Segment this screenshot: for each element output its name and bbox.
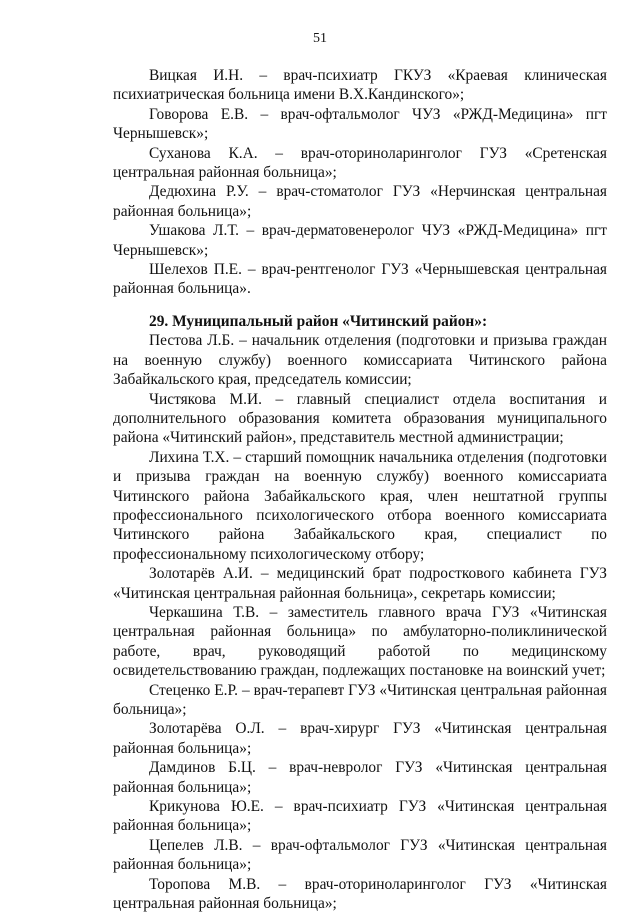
list-item: Стеценко Е.Р. – врач-терапевт ГУЗ «Читинская центральная районная больница»; [113,681,607,718]
section-heading: 29. Муниципальный район «Читинский район»: [149,312,488,330]
page-number: 51 [313,31,327,46]
list-item: Чистякова М.И. – главный специалист отдела воспитания и дополнительного образования комитета образования муниципального района «Читинский район», представитель местной администрации; [113,390,607,447]
list-item: Золотарёва О.Л. – врач-хирург ГУЗ «Читинская центральная районная больница»; [113,720,607,757]
document-body [113,66,607,913]
list-item: Крикунова Ю.Е. – врач-психиатр ГУЗ «Читинская центральная районная больница»; [113,798,607,835]
list-item: Дамдинов Б.Ц. – врач-невролог ГУЗ «Читинская центральная районная больница»; [113,759,607,796]
list-item: Шелехов П.Е. – врач-рентгенолог ГУЗ «Чернышевская центральная районная больница». [113,261,607,298]
list-item: Торопова М.В. – врач-оториноларинголог ГУЗ «Читинская центральная районная больница»; [113,875,607,913]
list-item: Пестова Л.Б. – начальник отделения (подготовки и призыва граждан на военную службу) военного комиссариата Читинского района Забайкальского края, председатель комиссии; [113,332,607,389]
list-item: Ушакова Л.Т. – врач-дерматовенеролог ЧУЗ «РЖД-Медицина» пгт Чернышевск»; [113,222,607,259]
list-item: Цепелев Л.В. – врач-офтальмолог ГУЗ «Читинская центральная районная больница»; [113,836,607,874]
list-item: Дедюхина Р.У. – врач-стоматолог ГУЗ «Нерчинская центральная районная больница»; [113,183,607,220]
list-item: Суханова К.А. – врач-оториноларинголог ГУЗ «Сретенская центральная районная больница»; [113,144,607,182]
list-item: Вицкая И.Н. – врач-психиатр ГКУЗ «Краевая клиническая психиатрическая больница имени В.Х.Кандинского»; [113,67,607,104]
list-item: Лихина Т.Х. – старший помощник начальника отделения (подготовки и призыва граждан на военную службу) военного комиссариата Читинского района Забайкальского края, член нештатной группы профессионального психологического отбора военного комиссариата Читинского района Забайкальского края, специалист по профессиональному психологическому отбору; [113,448,607,563]
list-item: Говорова Е.В. – врач-офтальмолог ЧУЗ «РЖД-Медицина» пгт Чернышевск»; [113,105,607,143]
list-item: Черкашина Т.В. – заместитель главного врача ГУЗ «Читинская центральная районная больница» по амбулаторно-поликлинической работе, врач, руководящий работой по медицинскому освидетельствованию граждан, подлежащих постановке на воинский учет; [113,603,607,680]
list-item: Золотарёв А.И. – медицинский брат подросткового кабинета ГУЗ «Читинская центральная районная больница», секретарь комиссии; [113,565,607,602]
